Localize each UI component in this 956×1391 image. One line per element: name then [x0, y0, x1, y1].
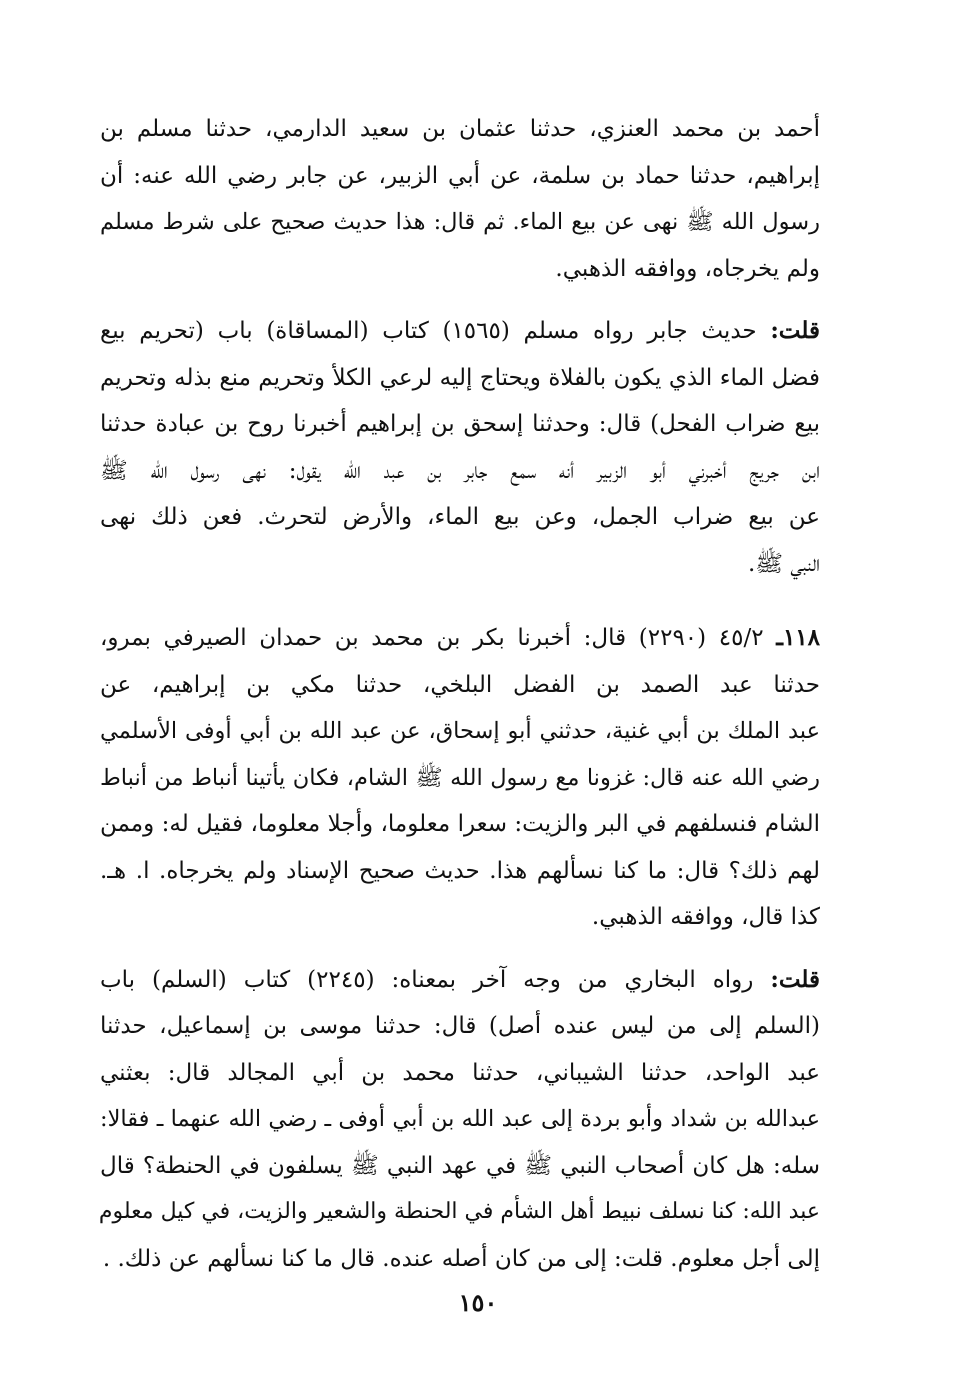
text-line: ابن جريج أخبرني أبو الزبير أنه سمع جابر بن عبد الله يقول: نهى رسول الله ﷺ — [100, 457, 820, 484]
text-line: (السلم إلى من ليس عنده أصل) قال: حدثنا موسى بن إسماعيل، حدثنا — [100, 1013, 820, 1039]
paragraph-continuation — [100, 106, 820, 292]
text-line: رضي الله عنه قال: غزونا مع رسول الله ﷺ الشام، فكان يأتينا أنباط من أنباط — [100, 764, 820, 791]
text-line: عبد الله: كنا نسلف نبيط أهل الشأم في الحنطة والشعير والزيت، في كيل معلوم — [98, 1199, 820, 1224]
page-body — [100, 106, 820, 1282]
text-line: إلى أجل معلوم. قلت: إلى من كان أصله عنده. قال ما كنا نسألهم عن ذلك. . — [102, 1245, 820, 1272]
text-line: ولم يخرجاه، ووافقه الذهبي. — [555, 255, 820, 282]
paragraph-commentary — [100, 308, 820, 587]
text-line: سله: هل كان أصحاب النبي ﷺ في عهد النبي ﷺ يسلفون في الحنطة؟ قال — [100, 1152, 820, 1179]
text-line: الشام فنسلفهم في البر والزيت: سعرا معلوما، وأجلا معلوما، فقيل له: وممن — [100, 811, 820, 837]
text-line: عبدالله بن شداد وأبو بردة إلى عبد الله بن أبي أوفى ـ رضي الله عنهما ـ فقالا: — [100, 1106, 820, 1132]
text-line: عبد الملك بن أبي غنية، حدثني أبو إسحاق، عن عبد الله بن أبي أوفى الأسلمي — [100, 718, 820, 744]
text-line: فضل الماء الذي يكون بالفلاة ويحتاج إليه لرعي الكلأ وتحريم منع بذله وتحريم — [100, 364, 820, 391]
text-line-content: حديث جابر رواه مسلم (١٥٦٥) كتاب (المساقاة) باب (تحريم بيع — [100, 318, 757, 344]
text-line — [100, 957, 820, 1004]
text-line — [100, 308, 820, 355]
paragraph-hadith-118 — [100, 615, 820, 941]
text-line: عبد الواحد، حدثنا الشيباني، حدثنا محمد بن أبي المجالد قال: بعثني — [100, 1059, 821, 1086]
text-line: حدثنا عبد الصمد بن الفضل البلخي، حدثنا مكي بن إبراهيم، عن — [100, 671, 820, 698]
text-line: لهم ذلك؟ قال: ما كنا نسألهم هذا. حديث صحيح الإسناد ولم يخرجاه. ا. هـ. — [100, 857, 820, 884]
hadith-number: ١١٨ـ — [776, 624, 820, 651]
page-number: ١٥٠ — [458, 1288, 498, 1317]
text-line: بيع ضراب الفحل) قال: وحدثنا إسحق بن إبراهيم أخبرنا روح بن عبادة حدثنا — [100, 411, 820, 437]
paragraph-commentary — [100, 957, 820, 1283]
text-line-content: رواه البخاري من وجه آخر بمعناه: (٢٢٤٥) كتاب (السلم) باب — [100, 966, 754, 993]
text-line: رسول الله ﷺ نهى عن بيع الماء. ثم قال: هذا حديث صحيح على شرط مسلم — [100, 209, 820, 235]
paragraph-lead: قلت: — [770, 965, 821, 993]
text-line: كذا قال، ووافقه الذهبي. — [591, 904, 820, 930]
paragraph-lead: قلت: — [770, 317, 820, 344]
text-line: إبراهيم، حدثنا حماد بن سلمة، عن أبي الزبير، عن جابر رضي الله عنه: أن — [100, 162, 820, 189]
text-line: عن بيع ضراب الجمل، وعن بيع الماء، والأرض لتحرث. فعن ذلك نهى — [100, 504, 820, 530]
text-line: أحمد بن محمد العنزي، حدثنا عثمان بن سعيد الدارمي، حدثنا مسلم بن — [100, 116, 821, 142]
text-line-content: ٤٥/٢ (٢٢٩٠) قال: أخبرنا بكر بن محمد بن حمدان الصيرفي بمرو، — [100, 625, 764, 651]
text-line — [100, 615, 820, 662]
text-line: النبي ﷺ. — [747, 550, 820, 577]
